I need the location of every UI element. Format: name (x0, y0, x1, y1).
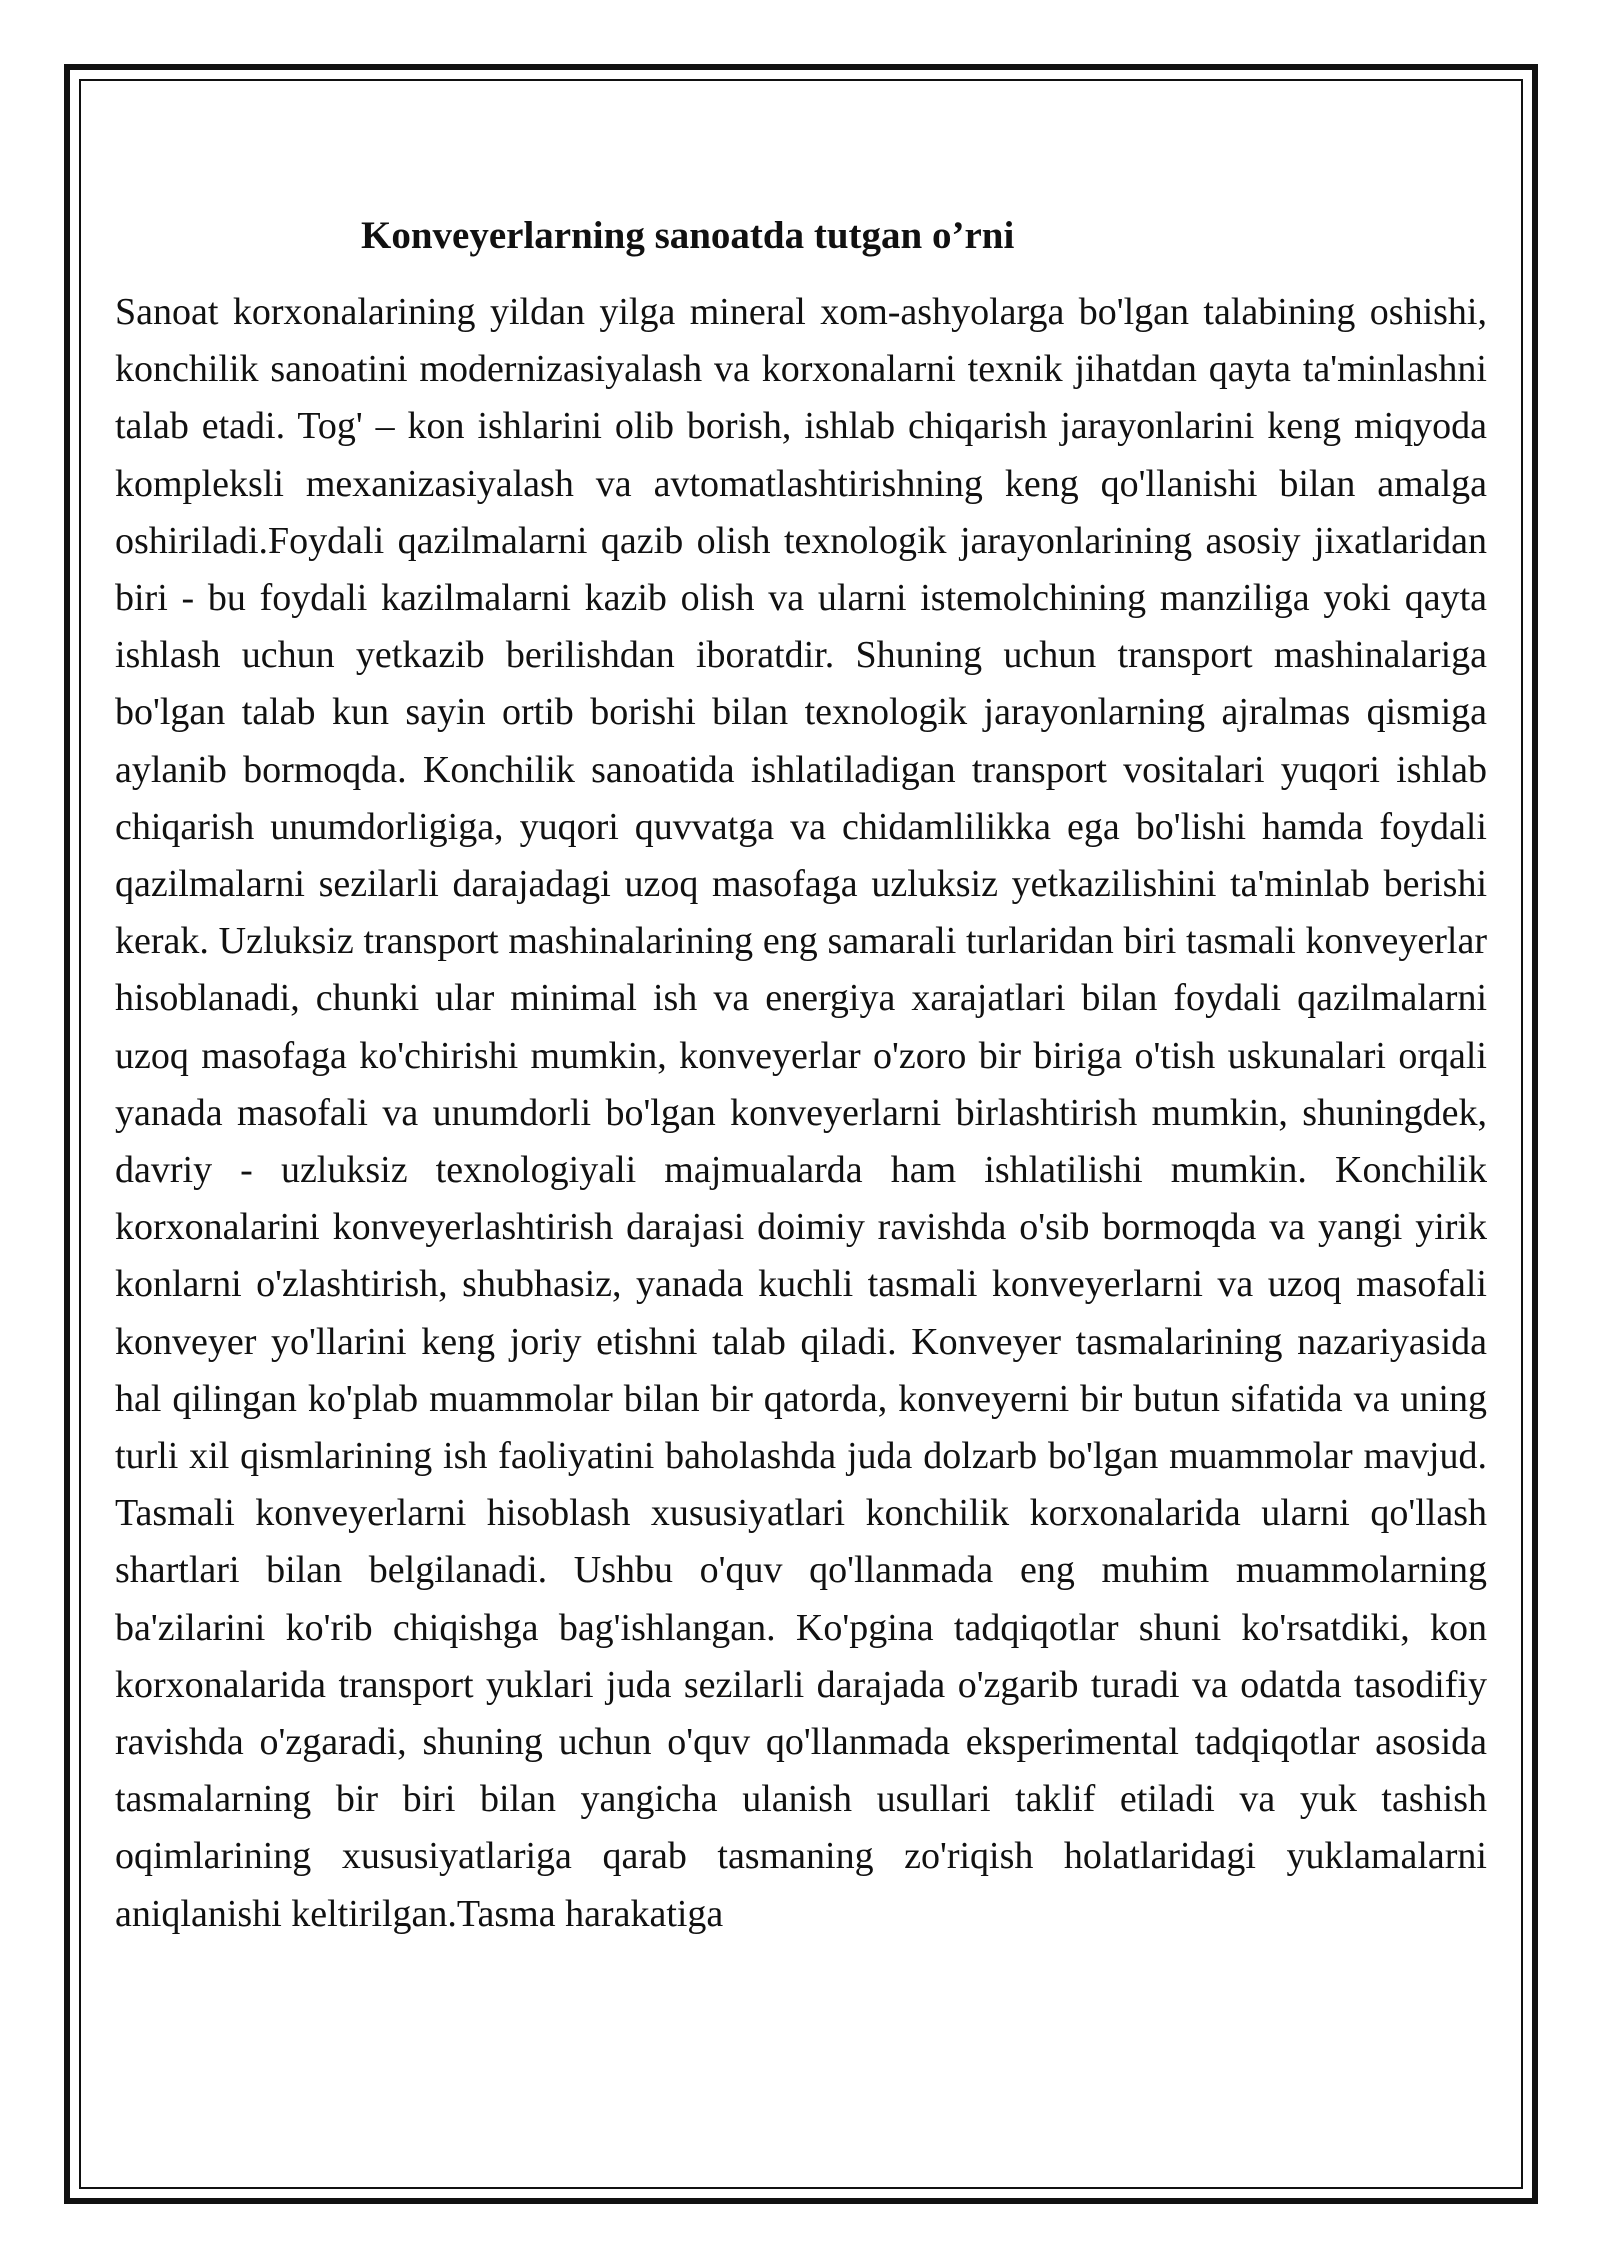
document-body: Sanoat korxonalarining yildan yilga mineral xom-ashyolarga bo'lgan talabining oshishi, konchilik sanoatini modernizasiyalash va korxonalarni texnik jihatdan qayta ta'minlashni talab etadi. Tog' – kon ishlarini olib borish, ishlab chiqarish jarayonlarini keng miqyoda kompleksli mexanizasiyalash va avtomatlashtirishning keng qo'llanishi bilan amalga oshiriladi.Foydali qazilmalarni qazib olish texnologik jarayonlarining asosiy jixatlaridan biri - bu foydali kazilmalarni kazib olish va ularni istemolchining manziliga yoki qayta ishlash uchun yetkazib berilishdan iboratdir. Shuning uchun transport mashinalariga bo'lgan talab kun sayin ortib borishi bilan texnologik jarayonlarning ajralmas qismiga aylanib bormoqda. Konchilik sanoatida ishlatiladigan transport vositalari yuqori ishlab chiqarish unumdorligiga, yuqori quvvatga va chidamlilikka ega bo'lishi hamda foydali qazilmalarni sezilarli darajadagi uzoq masofaga uzluksiz yetkazilishini ta'minlab berishi kerak. Uzluksiz transport mashinalarining eng samarali turlaridan biri tasmali konveyerlar hisoblanadi, chunki ular minimal ish va energiya xarajatlari bilan foydali qazilmalarni uzoq masofaga ko'chirishi mumkin, konveyerlar o'zoro bir biriga o'tish uskunalari orqali yanada masofali va unumdorli bo'lgan konveyerlarni birlashtirish mumkin, shuningdek, davriy - uzluksiz texnologiyali majmualarda ham ishlatilishi mumkin. Konchilik korxonalarini konveyerlashtirish darajasi doimiy ravishda o'sib bormoqda va yangi yirik konlarni o'zlashtirish, shubhasiz, yanada kuchli tasmali konveyerlarni va uzoq masofali konveyer yo'llarini keng joriy etishni talab qiladi. Konveyer tasmalarining nazariyasida hal qilingan ko'plab muammolar bilan bir qatorda, konveyerni bir butun sifatida va uning turli xil qismlarining ish faoliyatini baholashda juda dolzarb bo'lgan muammolar mavjud. Tasmali konveyerlarni hisoblash xususiyatlari konchilik korxonalarida ularni qo'llash shartlari bilan belgilanadi. Ushbu o'quv qo'llanmada eng muhim muammolarning ba'zilarini ko'rib chiqishga bag'ishlangan. Ko'pgina tadqiqotlar shuni ko'rsatdiki, kon korxonalarida transport yuklari juda sezilarli darajada o'zgarib turadi va odatda tasodifiy ravishda o'zgaradi, shuning uchun o'quv qo'llanmada eksperimental tadqiqotlar asosida tasmalarning bir biri bilan yangicha ulanish usullari taklif etiladi va yuk tashish oqimlarining xususiyatlariga qarab tasmaning zo'riqish holatlaridagi yuklamalarni aniqlanishi keltirilgan.Tasma harakatiga (115, 291, 1487, 1935)
document-title: Konveyerlarning sanoatda tutgan o’rni (361, 214, 1015, 257)
document-content (115, 210, 1487, 2172)
